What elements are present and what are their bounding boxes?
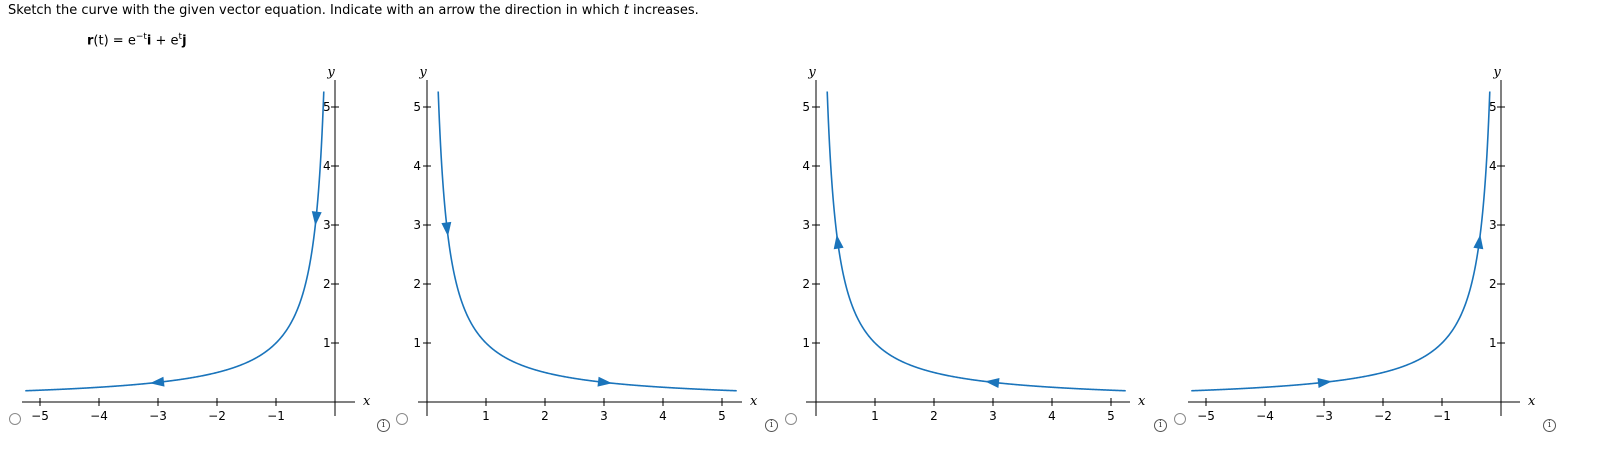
x-tick-label: −2 — [1374, 409, 1392, 423]
x-tick-label: −1 — [1433, 409, 1451, 423]
equation-exponent-1: −t — [135, 32, 147, 42]
x-tick-label: 5 — [718, 409, 726, 423]
info-icon[interactable]: i — [1154, 419, 1167, 432]
x-tick-label: 2 — [541, 409, 549, 423]
y-tick-label: 3 — [323, 218, 331, 232]
y-tick-label: 3 — [802, 218, 810, 232]
info-icon[interactable]: i — [377, 419, 390, 432]
x-tick-label: 3 — [989, 409, 997, 423]
info-icon[interactable]: i — [1543, 419, 1556, 432]
equation-function: r — [87, 33, 94, 49]
y-tick-label: 4 — [1489, 159, 1497, 173]
x-tick-label: −2 — [208, 409, 226, 423]
y-tick-label: 3 — [1489, 218, 1497, 232]
y-tick-label: 5 — [323, 100, 331, 114]
x-tick-label: −4 — [90, 409, 108, 423]
y-tick-label: 2 — [323, 277, 331, 291]
equation-plus: + e — [151, 33, 179, 49]
y-tick-label: 2 — [413, 277, 421, 291]
y-tick-label: 5 — [413, 100, 421, 114]
y-tick-label: 1 — [413, 336, 421, 350]
equation-j-vector: j — [182, 33, 187, 49]
info-icon[interactable]: i — [765, 419, 778, 432]
question-prefix: Sketch the curve with the given vector equation. Indicate with an arrow the direction in which — [8, 3, 624, 18]
x-tick-label: −3 — [149, 409, 167, 423]
x-axis-label: x — [1528, 394, 1536, 409]
x-tick-label: 2 — [930, 409, 938, 423]
x-tick-label: 1 — [871, 409, 879, 423]
y-axis-label: y — [808, 65, 816, 80]
x-tick-label: −1 — [267, 409, 285, 423]
direction-arrow-up — [1473, 235, 1483, 250]
y-tick-label: 5 — [1489, 100, 1497, 114]
equation-exponent-2: t — [178, 32, 183, 42]
x-axis-label: x — [363, 394, 371, 409]
y-tick-label: 3 — [413, 218, 421, 232]
y-tick-label: 5 — [802, 100, 810, 114]
x-tick-label: −5 — [31, 409, 49, 423]
y-axis-label: y — [1493, 65, 1501, 80]
question-suffix: increases. — [628, 3, 699, 18]
x-tick-label: 4 — [1048, 409, 1056, 423]
y-tick-label: 1 — [323, 336, 331, 350]
y-tick-label: 1 — [802, 336, 810, 350]
x-tick-label: −3 — [1315, 409, 1333, 423]
x-tick-label: 3 — [600, 409, 608, 423]
curve — [1191, 91, 1490, 390]
question-variable: t — [623, 3, 629, 18]
y-tick-label: 4 — [413, 159, 421, 173]
y-tick-label: 4 — [323, 159, 331, 173]
y-tick-label: 2 — [802, 277, 810, 291]
y-tick-label: 1 — [1489, 336, 1497, 350]
x-axis-label: x — [1138, 394, 1146, 409]
x-tick-label: −5 — [1197, 409, 1215, 423]
direction-arrow-right — [1318, 378, 1333, 388]
x-tick-label: 4 — [659, 409, 667, 423]
equation-arg: (t) = e — [93, 33, 136, 49]
x-axis-label: x — [750, 394, 758, 409]
y-tick-label: 2 — [1489, 277, 1497, 291]
x-tick-label: −4 — [1256, 409, 1274, 423]
x-tick-label: 1 — [482, 409, 490, 423]
y-axis-label: y — [419, 65, 427, 80]
x-tick-label: 5 — [1107, 409, 1115, 423]
y-tick-label: 4 — [802, 159, 810, 173]
equation-i-vector: i — [146, 33, 152, 49]
y-axis-label: y — [327, 65, 335, 80]
